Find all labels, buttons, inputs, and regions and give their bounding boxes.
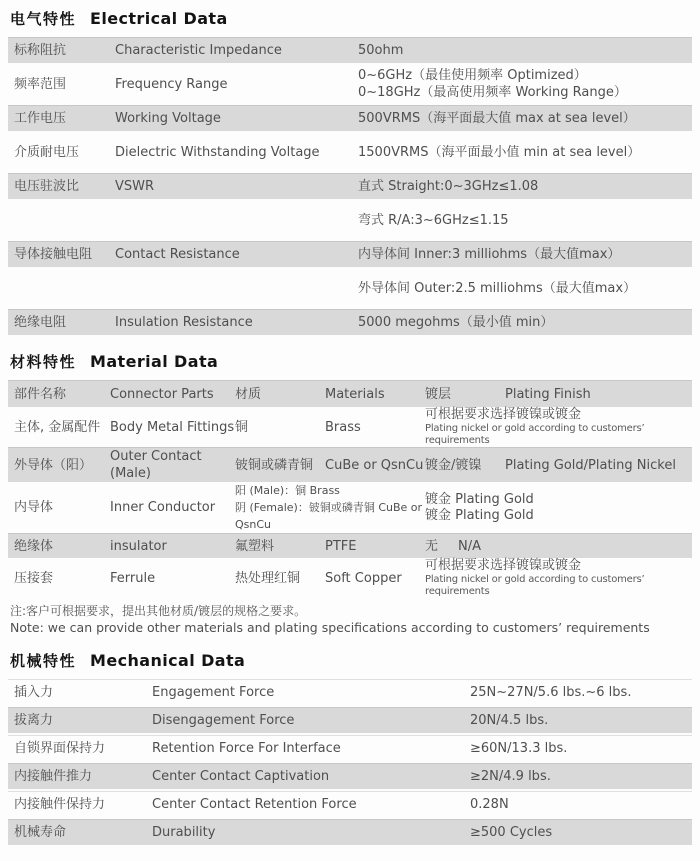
param-value	[358, 314, 692, 331]
param-name-en: Contact Resistance	[115, 247, 240, 262]
col-header-part-cn: 部件名称	[14, 386, 67, 402]
part-name-en: Body Metal Fittings	[110, 419, 235, 435]
section-title-cn: 机械特性	[10, 652, 77, 670]
param-name-en: Center Contact Retention Force	[152, 797, 357, 812]
param-name-en: VSWR	[115, 179, 155, 194]
param-value: 25N~27N/5.6 lbs.~6 lbs.	[470, 685, 632, 700]
plating-cell	[425, 558, 692, 598]
param-value-line: 直式 Straight:0~3GHz≤1.08	[358, 179, 539, 194]
spec-row	[8, 63, 692, 105]
col-header-plating-cn: 镀层	[425, 386, 452, 402]
material-en: Brass	[325, 419, 361, 435]
spec-row	[8, 309, 692, 335]
material-cn: 氟塑料	[235, 538, 275, 554]
param-value-line: 外导体间 Outer:2.5 milliohms（最大值max）	[358, 280, 637, 296]
param-value-line: 1500VRMS（海平面最小值 min at sea level）	[358, 144, 641, 160]
section-title-en: Mechanical Data	[90, 651, 246, 670]
section-title-en: Material Data	[90, 352, 219, 371]
electrical-data-section	[8, 8, 692, 335]
param-name-cn: 导体接触电阻	[14, 247, 93, 262]
param-name-en: Engagement Force	[152, 685, 275, 700]
param-name-cn: 自锁界面保持力	[14, 741, 106, 756]
spec-row	[8, 679, 692, 705]
param-value	[358, 110, 692, 127]
material-line: 阴 (Female)：铍铜或磷青铜 CuBe or QsnCu	[235, 501, 423, 531]
mechanical-data-section	[8, 650, 692, 845]
part-name-en: insulator	[110, 538, 167, 554]
plating-main: 可根据要求选择镀镍或镀金	[425, 558, 582, 573]
part-name-cn: 外导体（阳）	[14, 457, 93, 473]
material-cn: 热处理红铜	[235, 570, 301, 586]
spec-row	[8, 173, 692, 199]
part-name-cn: 压接套	[14, 570, 54, 586]
plating-cell	[425, 407, 692, 447]
param-name-en: Durability	[152, 825, 216, 840]
plating-en: N/A	[458, 538, 482, 554]
plating-main: 可根据要求选择镀镍或镀金	[425, 407, 582, 422]
material-row-insulator	[8, 533, 692, 558]
param-value	[358, 67, 692, 101]
plating-cell	[425, 492, 692, 524]
param-name-en: Working Voltage	[115, 111, 221, 126]
material-row-outer-contact	[8, 447, 692, 482]
param-value: 0.28N	[470, 797, 509, 812]
material-line: 阳 (Male)：铜 Brass	[235, 484, 340, 497]
col-header-material-cn: 材质	[235, 386, 262, 402]
part-name-en: Outer Contact (Male)	[110, 449, 202, 481]
param-name-cn: 频率范围	[14, 76, 67, 92]
spec-row	[8, 819, 692, 845]
param-name-cn: 标称阻抗	[14, 43, 67, 58]
spec-row	[8, 791, 692, 817]
spec-row	[8, 763, 692, 789]
material-header-row	[8, 380, 692, 407]
param-name-en: Dielectric Withstanding Voltage	[115, 144, 320, 160]
param-name-en: Characteristic Impedance	[115, 43, 282, 58]
param-value	[358, 178, 692, 195]
param-value	[358, 144, 692, 161]
param-name-cn: 绝缘电阻	[14, 315, 67, 330]
spec-row	[8, 735, 692, 761]
material-cn: 铍铜或磷青铜	[235, 457, 314, 473]
material-note-en: Note: we can provide other materials and plating specifications according to customers’ requirements	[10, 620, 650, 635]
param-value-line: 弯式 R/A:3~6GHz≤1.15	[358, 212, 509, 228]
param-name-cn: 电压驻波比	[14, 179, 80, 194]
plating-sub: Plating nickel or gold according to customers’ requirements	[425, 423, 645, 446]
param-value	[358, 212, 692, 229]
col-header-part-en: Connector Parts	[110, 386, 214, 402]
col-header-plating-en: Plating Finish	[505, 386, 591, 402]
spec-row	[8, 105, 692, 131]
section-title-electrical	[10, 8, 692, 29]
param-name-en: Insulation Resistance	[115, 315, 253, 330]
plating-sub: Plating nickel or gold according to customers’ requirements	[425, 574, 645, 597]
section-title-en: Electrical Data	[90, 9, 228, 28]
param-name-cn: 机械寿命	[14, 825, 67, 840]
param-value-line: 0~6GHz（最佳使用频率 Optimized）	[358, 68, 587, 83]
plating-en: Plating Gold/Plating Nickel	[505, 457, 676, 473]
part-name-en: Ferrule	[110, 570, 156, 586]
param-value	[358, 246, 692, 263]
material-row-inner-conductor	[8, 482, 692, 533]
material-row-body	[8, 407, 692, 447]
spec-row	[8, 37, 692, 63]
param-name-en: Retention Force For Interface	[152, 741, 341, 756]
param-value: ≥2N/4.9 lbs.	[470, 769, 551, 784]
spec-row	[8, 267, 692, 309]
col-header-material-en: Materials	[325, 386, 385, 402]
param-value-line: 0~18GHz（最高使用频率 Working Range）	[358, 85, 627, 100]
param-value	[358, 42, 692, 59]
param-name-en: Center Contact Captivation	[152, 769, 330, 784]
param-name-cn: 介质耐电压	[14, 144, 80, 160]
material-en: CuBe or QsnCu	[325, 457, 424, 473]
param-value: ≥60N/13.3 lbs.	[470, 741, 568, 756]
part-name-cn: 主体, 金属配件	[14, 419, 101, 435]
param-name-cn: 工作电压	[14, 111, 67, 126]
param-value-line: 5000 megohms（最小值 min）	[358, 315, 554, 330]
spec-row	[8, 707, 692, 733]
param-value-line: 内导体间 Inner:3 milliohms（最大值max）	[358, 247, 621, 262]
param-value: 20N/4.5 lbs.	[470, 713, 549, 728]
part-name-cn: 内导体	[14, 500, 54, 515]
param-name-cn: 内接触件推力	[14, 769, 93, 784]
material-cn: 铜	[235, 419, 249, 435]
material-en: Soft Copper	[325, 570, 402, 586]
part-name-cn: 绝缘体	[14, 538, 54, 554]
param-name-cn: 内接触件保持力	[14, 797, 106, 812]
spec-row	[8, 241, 692, 267]
section-title-cn: 材料特性	[10, 353, 77, 371]
param-name-en: Disengagement Force	[152, 713, 295, 728]
plating-line: 镀金 Plating Gold	[425, 507, 534, 523]
material-data-section	[8, 351, 692, 636]
material-row-ferrule	[8, 558, 692, 598]
plating-cn: 无	[425, 538, 439, 554]
plating-cn: 镀金/镀镍	[425, 457, 482, 473]
plating-line: 镀金 Plating Gold	[425, 491, 534, 507]
section-title-cn: 电气特性	[10, 10, 77, 28]
spec-row	[8, 131, 692, 173]
material-cell	[235, 482, 425, 533]
spec-row	[8, 199, 692, 241]
param-value-line: 500VRMS（海平面最大值 max at sea level）	[358, 111, 636, 126]
material-en: PTFE	[325, 538, 357, 554]
param-value	[358, 280, 692, 297]
section-title-mechanical	[10, 650, 692, 671]
part-name-en: Inner Conductor	[110, 500, 216, 515]
param-value-line: 50ohm	[358, 43, 404, 58]
material-note-cn: 注:客户可根据要求，提出其他材质/镀层的规格之要求。	[10, 604, 307, 618]
param-name-cn: 插入力	[14, 685, 54, 700]
param-name-en: Frequency Range	[115, 76, 228, 92]
param-value: ≥500 Cycles	[470, 825, 553, 840]
material-notes	[10, 603, 692, 636]
plating-cell	[425, 538, 692, 555]
param-name-cn: 拔离力	[14, 713, 54, 728]
section-title-material	[10, 351, 692, 372]
